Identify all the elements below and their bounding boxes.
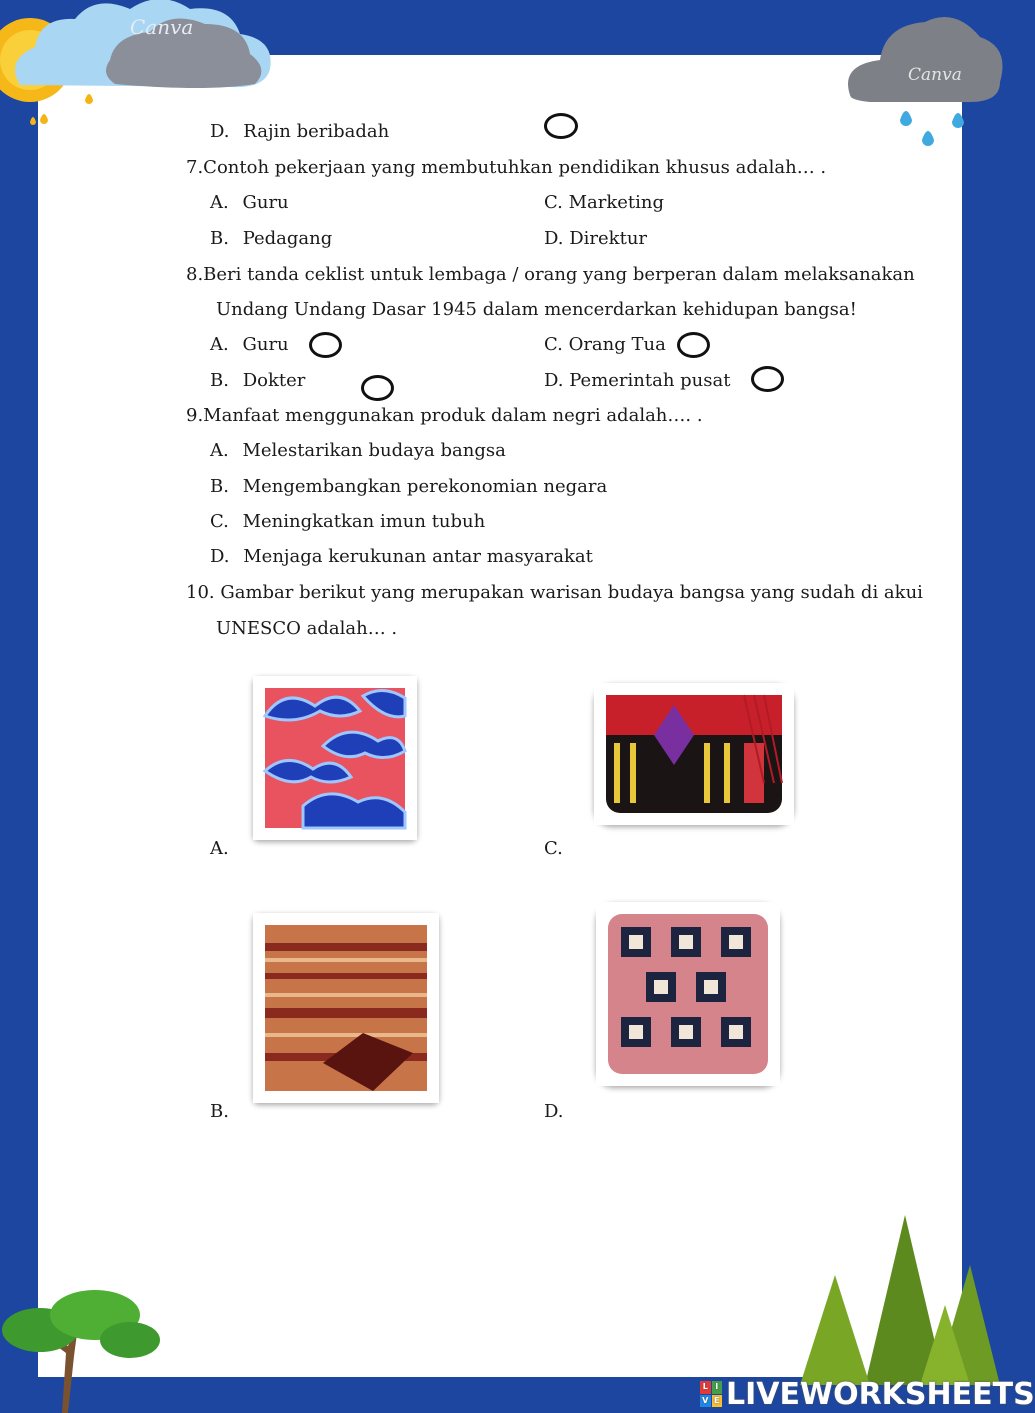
q6-answer-circle[interactable] xyxy=(544,113,578,139)
live-logo-mark xyxy=(700,1381,722,1407)
option-c-fabric-image[interactable] xyxy=(594,683,794,825)
canva-watermark-right: Canva xyxy=(908,65,962,85)
cloud-right-icon xyxy=(840,0,1000,160)
q8-option-a-text: Guru xyxy=(242,334,289,355)
q8-question-line1: 8.Beri tanda ceklist untuk lembaga / orang yang berperan dalam melaksanakan xyxy=(186,264,915,285)
q10-label-c: C. xyxy=(544,838,563,859)
q6-option-d-letter: D. xyxy=(210,121,230,142)
q8-option-b-text: Dokter xyxy=(242,370,306,391)
q8-option-d-checkbox[interactable] xyxy=(751,366,784,392)
worksheet-page xyxy=(38,55,962,1377)
q7-option-c[interactable]: C. Marketing xyxy=(544,192,665,213)
q9-option-d-letter: D. xyxy=(210,546,230,567)
q9-option-a-text[interactable]: Melestarikan budaya bangsa xyxy=(242,440,506,461)
canva-watermark-left: Canva xyxy=(130,15,194,39)
q7-option-a-letter: A. xyxy=(210,192,229,213)
liveworksheets-logo xyxy=(700,1378,1035,1410)
q8-option-b-letter: B. xyxy=(210,370,229,391)
q10-question-line1: 10. Gambar berikut yang merupakan warisan budaya bangsa yang sudah di akui xyxy=(186,582,923,603)
q9-option-d-text[interactable]: Menjaga kerukunan antar masyarakat xyxy=(243,546,593,567)
option-d-ikat-image[interactable] xyxy=(596,902,780,1086)
pine-trees-icon xyxy=(795,1215,1000,1385)
q7-option-b-text[interactable]: Pedagang xyxy=(242,228,333,249)
live-logo-letter-e: E xyxy=(712,1395,723,1408)
q8-option-a-letter: A. xyxy=(210,334,229,355)
option-b-songket-image[interactable] xyxy=(253,913,439,1103)
q10-label-a: A. xyxy=(210,838,229,859)
q9-option-b-letter: B. xyxy=(210,476,229,497)
q9-option-c-letter: C. xyxy=(210,511,229,532)
cloud-left-icon xyxy=(0,0,280,105)
q9-question: 9.Manfaat menggunakan produk dalam negri adalah…. . xyxy=(186,405,703,426)
q10-label-b: B. xyxy=(210,1101,229,1122)
q8-option-c-text: C. Orang Tua xyxy=(544,334,666,355)
q6-option-d-text: Rajin beribadah xyxy=(243,121,390,142)
q8-option-c-checkbox[interactable] xyxy=(677,332,710,358)
live-logo-letter-l: L xyxy=(700,1381,711,1394)
q8-option-a-checkbox[interactable] xyxy=(309,332,342,358)
q8-question-line2: Undang Undang Dasar 1945 dalam mencerdarkan kehidupan bangsa! xyxy=(216,299,857,320)
tree-left-icon xyxy=(0,1285,170,1413)
q7-question: 7.Contoh pekerjaan yang membutuhkan pendidikan khusus adalah… . xyxy=(186,157,827,178)
q7-option-d[interactable]: D. Direktur xyxy=(544,228,648,249)
live-logo-letter-v: V xyxy=(700,1395,711,1408)
logo-text: LIVEWORKSHEETS xyxy=(726,1376,1035,1412)
q9-option-b-text[interactable]: Mengembangkan perekonomian negara xyxy=(242,476,608,497)
q8-option-b-checkbox[interactable] xyxy=(361,375,394,401)
q9-option-c-text[interactable]: Meningkatkan imun tubuh xyxy=(242,511,486,532)
q7-option-a-text[interactable]: Guru xyxy=(242,192,289,213)
q8-option-d-text: D. Pemerintah pusat xyxy=(544,370,731,391)
q7-option-b-letter: B. xyxy=(210,228,229,249)
q10-label-d: D. xyxy=(544,1101,564,1122)
q10-question-line2: UNESCO adalah… . xyxy=(216,618,398,639)
live-logo-letter-i: I xyxy=(712,1381,723,1394)
option-a-batik-image[interactable] xyxy=(253,676,417,840)
q9-option-a-letter: A. xyxy=(210,440,229,461)
